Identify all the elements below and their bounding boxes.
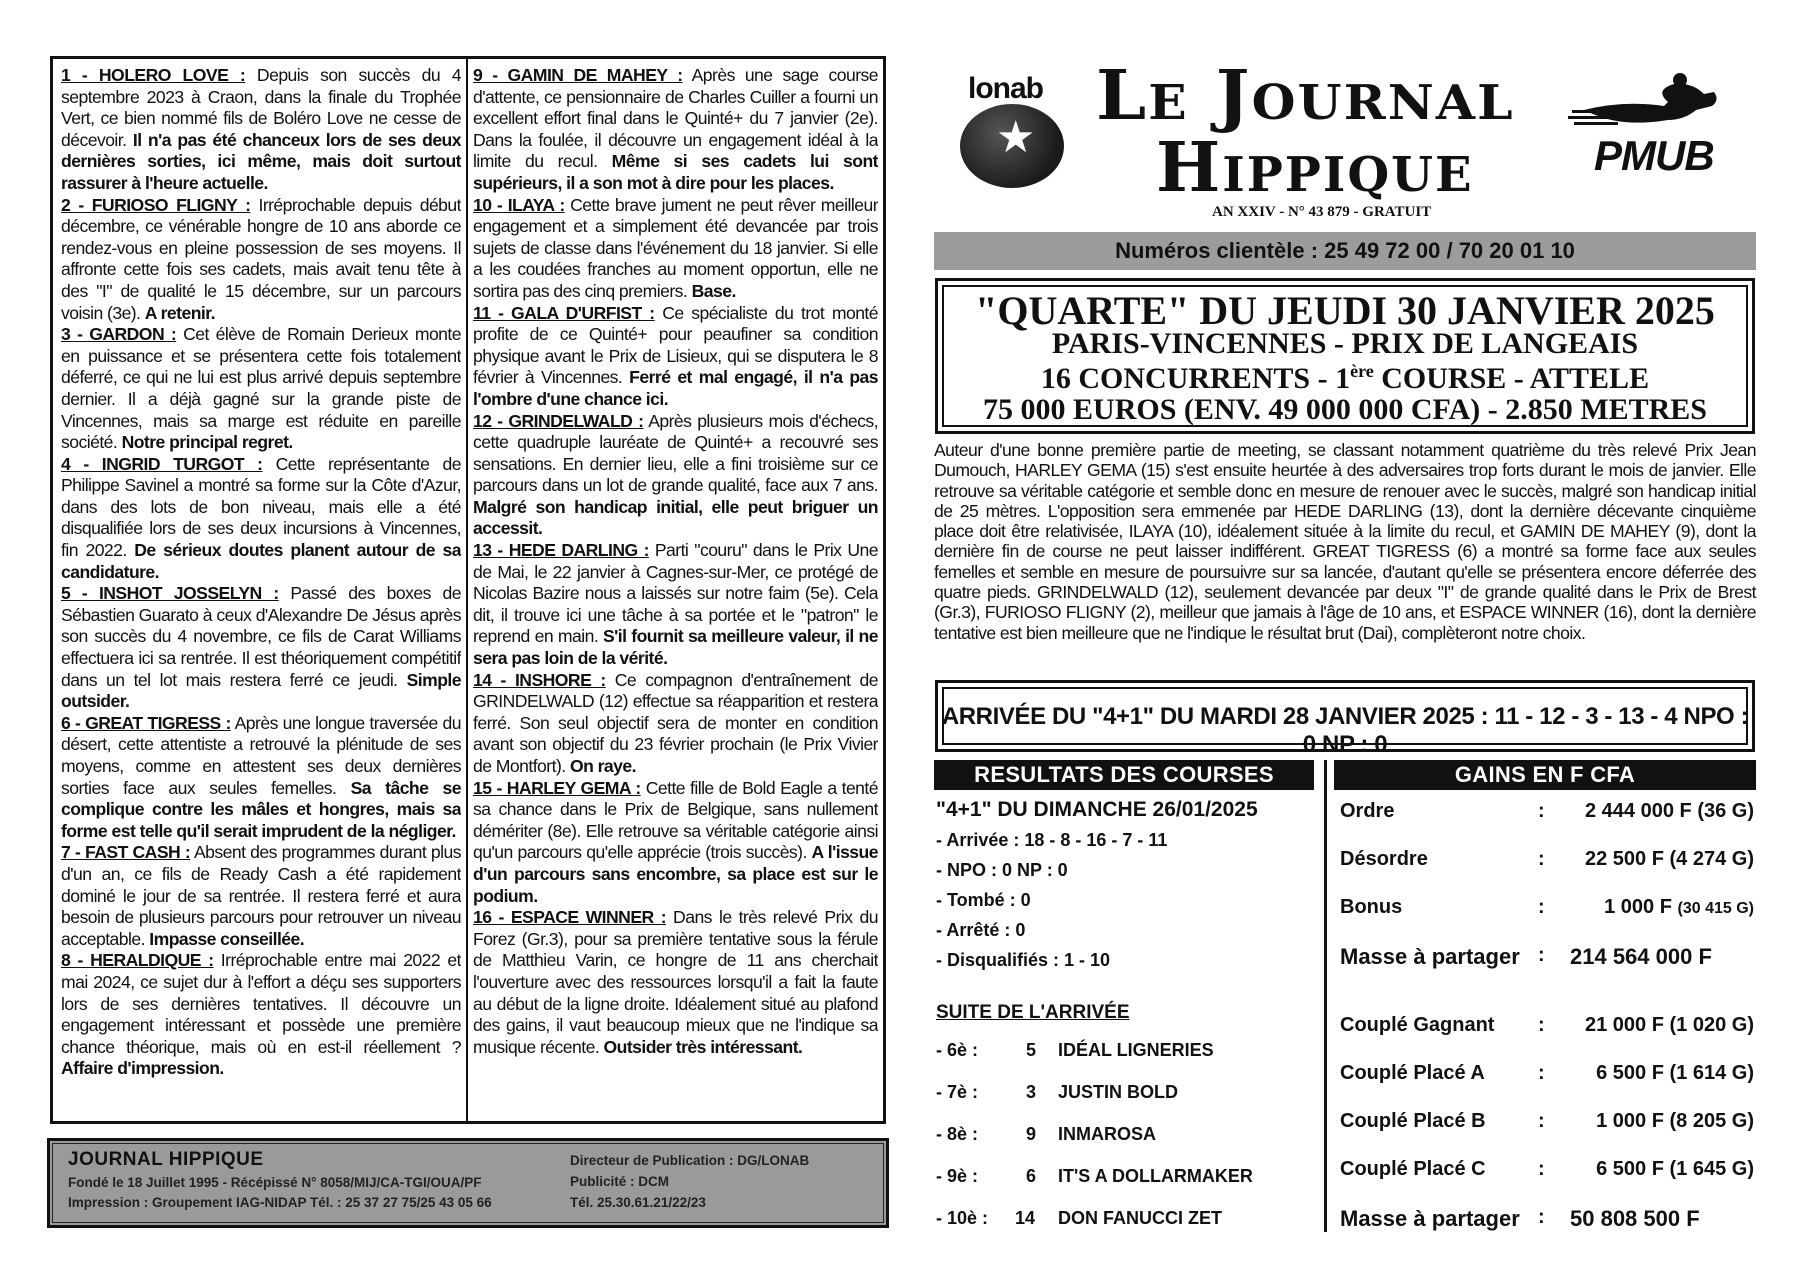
gain-colon: : bbox=[1538, 848, 1545, 870]
footer-director: Directeur de Publication : DG/LONAB bbox=[570, 1153, 810, 1168]
gain-label: Ordre bbox=[1340, 800, 1395, 822]
gain-value: 22 500 F (4 274 G) bbox=[1585, 848, 1754, 870]
horse-entry-heading: 16 - ESPACE WINNER : bbox=[473, 907, 667, 928]
horse-entry-heading: 11 - GALA D'URFIST : bbox=[473, 302, 655, 323]
horse-entry bbox=[61, 713, 461, 843]
gain-colon: : bbox=[1538, 1206, 1545, 1228]
race-runners: 16 CONCURRENTS - 1ère COURSE - ATTELE bbox=[1040, 361, 1650, 395]
gain-winners: (36 G) bbox=[1697, 800, 1754, 822]
horse-entry bbox=[61, 454, 461, 584]
horse-entry-heading: 14 - INSHORE : bbox=[473, 669, 606, 690]
horse-entry-heading: 2 - FURIOSO FLIGNY : bbox=[61, 194, 251, 215]
horse-entry-verdict: A retenir. bbox=[144, 302, 215, 323]
horse-entry-text: Ce spécialiste du trot monté profite de ce Quinté+ pour peaufiner sa condition physique avant le Prix de Lisieux, qui se disputera le 8 février à Vincennes. bbox=[473, 302, 878, 388]
footer-founded: Fondé le 18 Juillet 1995 - Récépissé N° 8058/MIJ/CA-TGI/OUA/PF bbox=[68, 1175, 482, 1190]
footer-printing: Impression : Groupement IAG-NIDAP Tél. : 25 37 27 75/25 43 05 66 bbox=[68, 1195, 492, 1210]
horse-entry bbox=[473, 907, 878, 1058]
masthead-title-line-2: Hippique bbox=[1156, 128, 1474, 208]
results-line: - NPO : 0 NP : 0 bbox=[936, 860, 1068, 880]
gain-label: Désordre bbox=[1340, 848, 1428, 870]
gain-colon: : bbox=[1538, 1014, 1545, 1036]
gain-colon: : bbox=[1538, 800, 1545, 822]
horse-entry-verdict: A l'issue d'un parcours sans encombre, sa place est sur le podium. bbox=[473, 842, 878, 906]
horse-entry-heading: 7 - FAST CASH : bbox=[61, 842, 191, 863]
race-prize-distance: 75 000 EUROS (ENV. 49 000 000 CFA) - 2.850 METRES bbox=[983, 393, 1707, 426]
horse-entry-text: Ce compagnon d'entraînement de GRINDELWALD (12) effectue sa réapparition et restera ferré. Son seul objectif sera de monter en condition avant son objectif du 23 février prochain (le Prix Vivier de Montfort). bbox=[473, 669, 878, 776]
horse-entry-verdict: Même si ses cadets lui sont supérieurs, il a son mot à dire pour les places. bbox=[473, 151, 878, 193]
horse-entry-verdict: S'il fournit sa meilleure valeur, il ne sera pas loin de la vérité. bbox=[473, 626, 878, 669]
gain-label: Couplé Gagnant bbox=[1340, 1014, 1495, 1036]
results-line: - Disqualifiés : 1 - 10 bbox=[936, 950, 1111, 970]
suite-rank: - 9è : bbox=[936, 1166, 979, 1186]
gain-label: Masse à partager bbox=[1340, 1206, 1520, 1231]
suite-number: 6 bbox=[1026, 1166, 1037, 1186]
race-summary: Auteur d'une bonne première partie de meeting, se classant notamment quatrième du très relevé Prix Jean Dumouch, HARLEY GEMA (15) s'est ensuite heurtée à des adversaires trop forts durant le mois de janvier. Elle retrouve sa véritable catégorie et semble donc en mesure de renouer avec le succès, malgré son handicap initial de 25 mètres. L'opposition sera emmenée par HEDE DARLING (13), dont la dernière décevante cinquième place doit être relativisée, ILAYA (10), idéalement située à la limite du recul, et GAMIN DE MAHEY (9), dont la dernière fin de course ne peut laisser indifférent. GREAT TIGRESS (6) a montré sa forme face aux seules femelles et semble en mesure de poursuivre sur sa lancée, d'autant qu'elle se présentera encore déferrée des quatre pieds. GRINDELWALD (12), seulement devancée par deux "I" de grande qualité dans le Prix de Brest (Gr.3), FURIOSO FLIGNY (2), meilleur que jamais à l'âge de 10 ans, et ESPACE WINNER (16), dont la dernière tentative est bien meilleure que ne l'indique le résultat brut (Dai), complèteront notre choix. bbox=[934, 440, 1756, 643]
results-divider bbox=[1324, 760, 1327, 1232]
horse-entry-verdict: Sa tâche se complique contre les mâles et hongres, mais sa forme est telle qu'il serait imprudent de la négliger. bbox=[61, 777, 461, 841]
gain-label: Bonus bbox=[1340, 896, 1403, 918]
horse-entry bbox=[473, 411, 878, 541]
suite-horse-name: DON FANUCCI ZET bbox=[1058, 1208, 1222, 1228]
gain-winners: (1 645 G) bbox=[1669, 1158, 1754, 1180]
race-venue: PARIS-VINCENNES - PRIX DE LANGEAIS bbox=[1051, 327, 1639, 360]
gain-label: Couplé Placé A bbox=[1340, 1062, 1485, 1084]
commentary-column-1 bbox=[61, 65, 461, 1115]
gain-colon: : bbox=[1538, 1110, 1545, 1132]
gains-header-bar: GAINS EN F CFA bbox=[1334, 760, 1756, 790]
horse-entry bbox=[473, 670, 878, 778]
gain-value: 6 500 F (1 614 G) bbox=[1596, 1062, 1754, 1084]
horse-entry-text: Après une longue traversée du désert, cette attentiste a retrouvé la plénitude de ses moyens, comme en attestent ses deux dernières sorties face aux seules femelles. bbox=[61, 712, 461, 798]
horse-entry-heading: 12 - GRINDELWALD : bbox=[473, 410, 644, 431]
horse-entry bbox=[473, 303, 878, 411]
horse-entry bbox=[61, 583, 461, 713]
horse-entry-text: Cette représentante de Philippe Savinel a montré sa forme sur la Côte d'Azur, dans des lots de bon niveau, mais elle a été disqualifiée lors de ses deux incursions à Vincennes, fin 2022. bbox=[61, 453, 461, 561]
horse-entry-heading: 10 - ILAYA : bbox=[473, 194, 565, 215]
results-line: - Tombé : 0 bbox=[936, 890, 1031, 910]
horse-entry bbox=[61, 950, 461, 1080]
horse-entry-verdict: Malgré son handicap initial, elle peut briguer un accessit. bbox=[473, 496, 878, 539]
lonab-logo-text: lonab bbox=[968, 72, 1043, 105]
gain-label: Masse à partager bbox=[1340, 944, 1520, 969]
horse-entry-verdict: Affaire d'impression. bbox=[61, 1058, 224, 1079]
gain-colon: : bbox=[1538, 1062, 1545, 1084]
footer-phone: Tél. 25.30.61.21/22/23 bbox=[570, 1195, 706, 1210]
suite-number: 9 bbox=[1026, 1124, 1037, 1144]
horse-entry-verdict: Base. bbox=[691, 280, 736, 301]
horse-entry-heading: 4 - INGRID TURGOT : bbox=[61, 453, 263, 474]
horse-entry-heading: 1 - HOLERO LOVE : bbox=[61, 65, 246, 85]
horse-entry-heading: 13 - HEDE DARLING : bbox=[473, 540, 649, 561]
publication-footer bbox=[47, 1138, 889, 1228]
suite-rank: - 7è : bbox=[936, 1082, 979, 1102]
commentary-column-2 bbox=[473, 65, 878, 1115]
footer-title: JOURNAL HIPPIQUE bbox=[68, 1149, 264, 1170]
gain-winners: (8 205 G) bbox=[1669, 1110, 1754, 1132]
horse-entry-heading: 15 - HARLEY GEMA : bbox=[473, 777, 641, 798]
suite-horse-name: IT'S A DOLLARMAKER bbox=[1058, 1166, 1253, 1186]
horse-entry-heading: 5 - INSHOT JOSSELYN : bbox=[61, 583, 279, 604]
suite-number: 14 bbox=[1015, 1208, 1036, 1228]
horse-entry bbox=[473, 195, 878, 303]
suite-number: 5 bbox=[1026, 1040, 1037, 1060]
suite-rank: - 6è : bbox=[936, 1040, 979, 1060]
column-divider bbox=[466, 59, 468, 1121]
arrivee-box bbox=[935, 680, 1755, 758]
horse-entry-heading: 9 - GAMIN DE MAHEY : bbox=[473, 65, 683, 85]
suite-horse-name: INMAROSA bbox=[1058, 1124, 1156, 1144]
suite-rank: - 10è : bbox=[936, 1208, 989, 1228]
horse-entry bbox=[61, 195, 461, 325]
horse-entry-text: Après une sage course d'attente, ce pensionnaire de Charles Cuiller a fourni un excellent effort final dans le Quinté+ du 7 janvier (2e). Dans la foulée, il découvre un engagement idéal à la limite du recul. bbox=[473, 65, 878, 172]
horse-entry-heading: 3 - GARDON : bbox=[61, 324, 177, 345]
gain-value: 2 444 000 F (36 G) bbox=[1585, 800, 1754, 822]
horse-entry-verdict: Simple outsider. bbox=[61, 669, 461, 712]
suite-horse-name: JUSTIN BOLD bbox=[1058, 1082, 1179, 1102]
gain-value: 1 000 F (30 415 G) bbox=[1604, 896, 1754, 918]
footer-advertising: Publicité : DCM bbox=[570, 1174, 670, 1189]
horse-entry-text: Dans le très relevé Prix du Forez (Gr.3), pour sa première tentative sous la férule de Matthieu Varin, ce hongre de 11 ans cherchait l'ouverture avec des ressources lorsqu'il a fait la faute au début de la ligne droite. Idéalement situé au plafond des gains, il vaut beaucoup mieux que ne l'indique sa musique récente. bbox=[473, 907, 878, 1057]
horse-entry bbox=[61, 324, 461, 454]
gain-value: 50 808 500 F bbox=[1570, 1206, 1700, 1231]
suite-heading: SUITE DE L'ARRIVÉE bbox=[936, 1002, 1130, 1023]
horse-entry-text: Cet élève de Romain Derieux monte en puissance et se présentera cette fois totalement déferré, ce qui ne lui est plus arrivé depuis septembre dernier. Il a déjà gagné sur la grande piste de Vincennes, mais sa marge est réduite en pareille société. bbox=[61, 324, 461, 453]
horse-entry-text: Irréprochable entre mai 2022 et mai 2024, ce sujet dur à l'effort a déçu ses supporters lors de ses dernières tentatives. Il découvre un engagement intéressant et possède une première chance théorique, mais où en est-il réellement ? bbox=[61, 950, 461, 1057]
horse-entry-verdict: Notre principal regret. bbox=[121, 432, 293, 453]
horse-entry-verdict: Ferré et mal engagé, il n'a pas l'ombre d'une chance ici. bbox=[473, 367, 878, 409]
gain-winners: (1 614 G) bbox=[1669, 1062, 1754, 1084]
horse-entry-text: Passé des boxes de Sébastien Guarato à ceux d'Alexandre De Jésus après son succès du 4 novembre, ce fils de Carat Williams effectuera ici sa rentrée. Il est théoriquement compétitif dans un tel lot mais restera ferré ce jeudi. bbox=[61, 583, 461, 690]
horse-entry bbox=[61, 842, 461, 950]
lonab-star-icon: ★ bbox=[996, 113, 1036, 162]
horse-entry bbox=[473, 65, 878, 195]
results-header-bar: RESULTATS DES COURSES bbox=[934, 760, 1314, 790]
customer-numbers-bar: Numéros clientèle : 25 49 72 00 / 70 20 01 10 bbox=[934, 232, 1756, 270]
issue-number: AN XXIV - N° 43 879 - GRATUIT bbox=[1212, 204, 1432, 220]
horse-entry-verdict: On raye. bbox=[569, 756, 636, 776]
horse-entry bbox=[473, 540, 878, 670]
horse-entry-text: Irréprochable depuis début décembre, ce vénérable hongre de 10 ans aborde ce rendez-vous en pleine possession de ses moyens. Il affronte cette fois ses cadets, mais avait tenu tête à des "I" de qualité le 15 décembre, sur un parcours voisin (3e). bbox=[61, 194, 461, 323]
horse-entry-verdict: Il n'a pas été chanceux lors de ses deux dernières sorties, ici même, mais doit surtout rassurer à l'heure actuelle. bbox=[61, 129, 461, 193]
gain-value: 1 000 F (8 205 G) bbox=[1596, 1110, 1754, 1132]
gain-winners: (4 274 G) bbox=[1669, 848, 1754, 870]
race-title: "QUARTE" DU JEUDI 30 JANVIER 2025 bbox=[975, 288, 1715, 333]
horse-entry bbox=[61, 65, 461, 195]
suite-number: 3 bbox=[1026, 1082, 1037, 1102]
horse-entry-heading: 8 - HERALDIQUE : bbox=[61, 950, 214, 971]
gain-label: Couplé Placé C bbox=[1340, 1158, 1486, 1180]
results-line: - Arrêté : 0 bbox=[936, 920, 1026, 940]
suite-horse-name: IDÉAL LIGNERIES bbox=[1058, 1040, 1214, 1060]
horse-entry bbox=[473, 778, 878, 908]
gain-colon: : bbox=[1538, 896, 1545, 918]
horse-entry-text: Parti "couru" dans le Prix Une de Mai, le 22 janvier à Cagnes-sur-Mer, ce protégé de Nicolas Bazire nous a laissés sur notre faim (5e). Cela dit, il trouve ici une tâche à sa portée et le "patron" le reprend en main. bbox=[473, 540, 878, 647]
gain-colon: : bbox=[1538, 1158, 1545, 1180]
gain-label: Couplé Placé B bbox=[1340, 1110, 1486, 1132]
horse-entry-verdict: Impasse conseillée. bbox=[149, 928, 305, 949]
masthead-title-line-1: Le Journal bbox=[1096, 56, 1515, 136]
gain-value: 21 000 F (1 020 G) bbox=[1585, 1014, 1754, 1036]
race-info-box bbox=[935, 278, 1755, 434]
horse-entry-text: Absent des programmes durant plus d'un an, ce fils de Ready Cash a été rapidement dominé le jour de sa rentrée. Il restera ferré et aura besoin de plusieurs parcours pour retrouver un niveau acceptable. bbox=[61, 842, 461, 949]
gain-value: 6 500 F (1 645 G) bbox=[1596, 1158, 1754, 1180]
pmub-logo-text: PMUB bbox=[1594, 132, 1714, 179]
horse-entry-text: Cette fille de Bold Eagle a tenté sa chance dans le Prix de Belgique, sans nullement démériter (8e). Elle retrouve sa véritable catégorie ainsi qu'un parcours qu'elle apprécie (trois succès). bbox=[473, 777, 878, 863]
gain-value: 214 564 000 F bbox=[1570, 944, 1712, 969]
horse-entry-text: Après plusieurs mois d'échecs, cette quadruple lauréate de Quinté+ a recouvré ses sensations. En dernier lieu, elle a fini troisième sur ce parcours dans un lot de grande qualité, face aux 7 ans. bbox=[473, 410, 878, 496]
gain-winners: (1 020 G) bbox=[1669, 1014, 1754, 1036]
horse-entry-verdict: De sérieux doutes planent autour de sa candidature. bbox=[61, 540, 461, 582]
results-line: - Arrivée : 18 - 8 - 16 - 7 - 11 bbox=[936, 830, 1168, 850]
gain-colon: : bbox=[1538, 944, 1545, 966]
horse-commentary-frame bbox=[50, 56, 886, 1124]
arrivee-text: ARRIVÉE DU "4+1" DU MARDI 28 JANVIER 2025 : 11 - 12 - 3 - 13 - 4 NPO : 0 NP : 0 bbox=[941, 703, 1749, 758]
horse-entry-verdict: Outsider très intéressant. bbox=[603, 1036, 803, 1057]
horse-entry-text: Depuis son succès du 4 septembre 2023 à Craon, dans la finale du Trophée Vert, ce bien nommé fils de Boléro Love ne cesse de décevoir. bbox=[61, 65, 461, 150]
gain-winners: (30 415 G) bbox=[1677, 900, 1754, 917]
horse-entry-text: Cette brave jument ne peut rêver meilleur engagement et a simplement été devancée par trois sujets de classe dans l'événement du 18 janvier. Si elle a les coudées franches au moment opportun, elle ne sortira pas des cinq premiers. bbox=[473, 194, 878, 301]
horse-entry-heading: 6 - GREAT TIGRESS : bbox=[61, 712, 231, 733]
results-heading: "4+1" DU DIMANCHE 26/01/2025 bbox=[936, 798, 1258, 821]
suite-rank: - 8è : bbox=[936, 1124, 979, 1144]
